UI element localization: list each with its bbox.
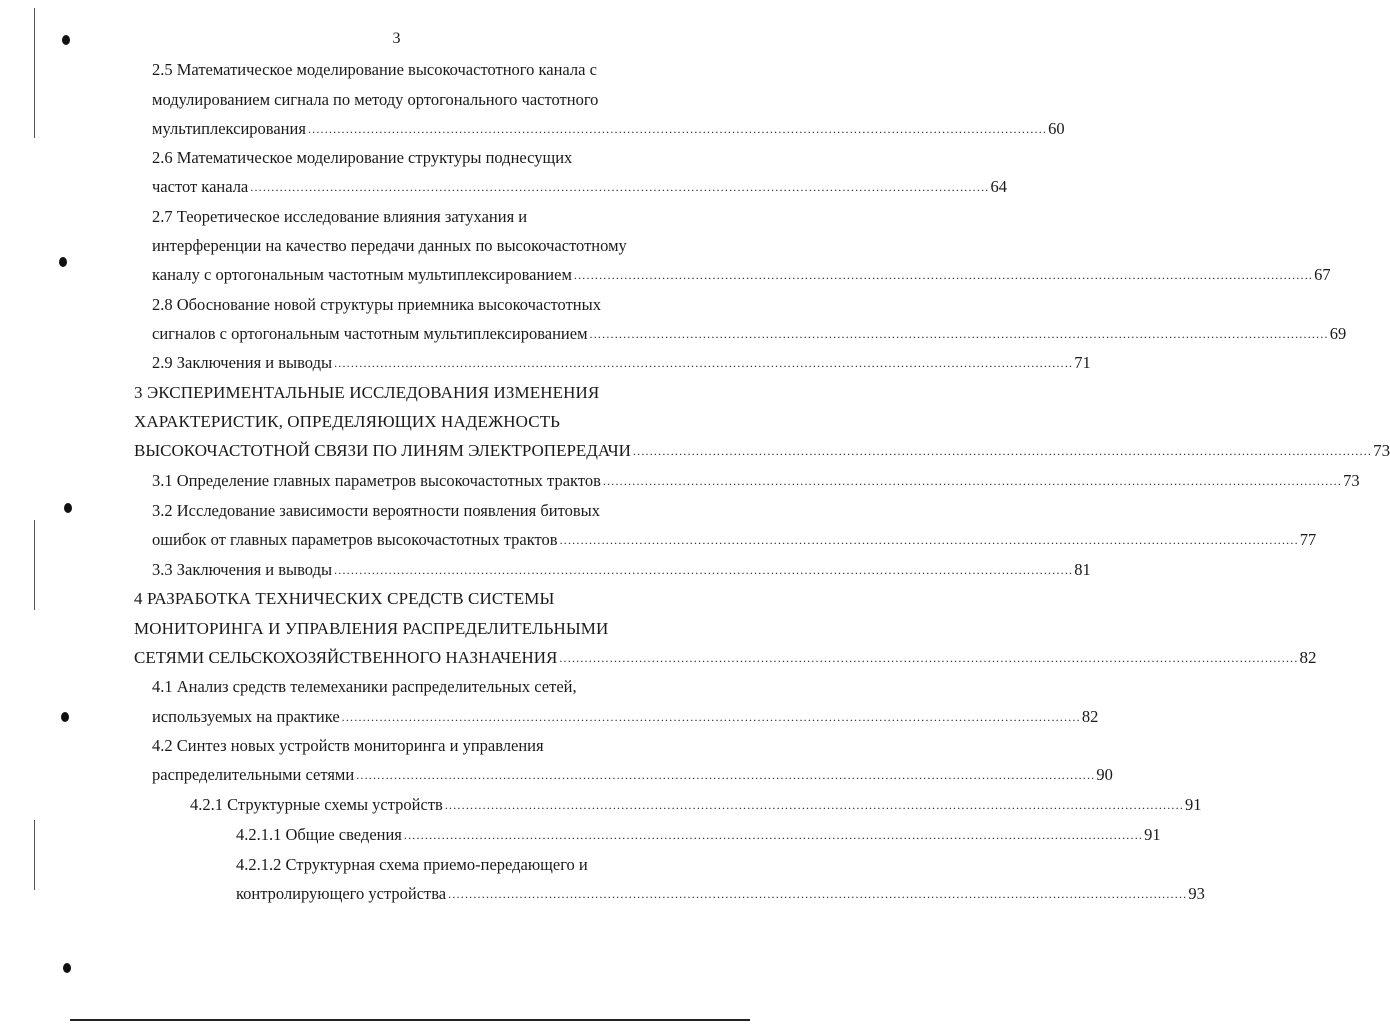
punch-hole-mark [64, 503, 72, 513]
toc-entry-4-2-1-2-text: контролирующего устройства [236, 884, 447, 903]
toc-entry-4-2-1-page: 91 [1185, 795, 1202, 814]
toc-chapter-4-text: СЕТЯМИ СЕЛЬСКОХОЗЯЙСТВЕННОГО НАЗНАЧЕНИЯ [134, 648, 558, 667]
toc-entry-2-7-line-1: 2.7 Теоретическое исследование влияния затухания и [152, 207, 528, 226]
toc-entry-2-5-line-1: 2.5 Математическое моделирование высокочастотного канала с [152, 60, 597, 79]
toc-entry-2-6-text: частот канала [152, 177, 249, 196]
margin-line [34, 820, 35, 890]
toc-chapter-4-line-2: МОНИТОРИНГА И УПРАВЛЕНИЯ РАСПРЕДЕЛИТЕЛЬНЫМИ [134, 619, 609, 638]
leader-dots: ................................................................................................................................................................................ [632, 444, 1373, 458]
toc-chapter-3-row[interactable] [134, 441, 1390, 461]
toc-entry-4-1-row[interactable] [152, 707, 1099, 727]
punch-hole-mark [63, 963, 71, 973]
toc-entry-2-6-row[interactable] [152, 177, 1007, 197]
toc-entry-2-7-page: 67 [1314, 265, 1331, 284]
toc-entry-2-5-page: 60 [1048, 119, 1065, 138]
toc-entry-3-3-row[interactable] [152, 560, 1091, 580]
leader-dots: ................................................................................................................................................................................ [334, 563, 1074, 577]
toc-entry-2-9-text: 2.9 Заключения и выводы [152, 353, 333, 372]
toc-entry-2-8-page: 69 [1329, 324, 1347, 343]
toc-entry-2-5-row[interactable] [152, 119, 1065, 139]
toc-entry-4-2-1-row[interactable] [190, 795, 1202, 815]
toc-entry-4-2-1-1-row[interactable] [236, 825, 1161, 845]
leader-dots: ................................................................................................................................................................................ [448, 887, 1188, 901]
toc-entry-2-8-line-1: 2.8 Обоснование новой структуры приемника высокочастотных [152, 295, 601, 314]
toc-chapter-4-page: 82 [1299, 648, 1317, 667]
toc-chapter-4-row[interactable] [134, 648, 1317, 668]
leader-dots: ................................................................................................................................................................................ [356, 768, 1096, 782]
margin-line [34, 520, 35, 610]
leader-dots: ................................................................................................................................................................................ [559, 533, 1299, 547]
toc-entry-2-6-page: 64 [990, 177, 1007, 196]
leader-dots: ................................................................................................................................................................................ [341, 710, 1081, 724]
toc-entry-4-2-1-2-line-1: 4.2.1.2 Структурная схема приемо-передающего и [236, 855, 588, 874]
toc-entry-4-2-text: распределительными сетями [152, 765, 355, 784]
toc-entry-4-1-line-1: 4.1 Анализ средств телемеханики распределительных сетей, [152, 677, 577, 696]
leader-dots: ................................................................................................................................................................................ [573, 268, 1314, 282]
toc-entry-3-2-text: ошибок от главных параметров высокочастотных трактов [152, 530, 558, 549]
page-number: 3 [392, 30, 401, 47]
toc-entry-2-5-text: мультиплексирования [152, 119, 306, 138]
leader-dots: ................................................................................................................................................................................ [334, 356, 1074, 370]
toc-entry-4-2-page: 90 [1096, 765, 1113, 784]
toc-entry-3-1-page: 73 [1343, 471, 1360, 490]
toc-entry-3-2-row[interactable] [152, 530, 1317, 550]
leader-dots: ................................................................................................................................................................................ [403, 828, 1144, 842]
toc-entry-3-3-page: 81 [1074, 560, 1091, 579]
toc-entry-4-1-page: 82 [1081, 707, 1099, 726]
toc-entry-2-7-line-2: интерференции на качество передачи данных по высокочастотному [152, 236, 627, 255]
toc-entry-2-7-text: каналу с ортогональным частотным мультиплексированием [152, 265, 572, 284]
toc-entry-4-1-text: используемых на практике [152, 707, 340, 726]
toc-entry-2-9-row[interactable] [152, 353, 1091, 373]
toc-chapter-3-text: ВЫСОКОЧАСТОТНОЙ СВЯЗИ ПО ЛИНЯМ ЭЛЕКТРОПЕРЕДАЧИ [134, 441, 631, 460]
toc-entry-3-2-page: 77 [1299, 530, 1317, 549]
leader-dots: ................................................................................................................................................................................ [602, 474, 1343, 488]
leader-dots: ................................................................................................................................................................................ [307, 122, 1048, 136]
toc-chapter-3-page: 73 [1373, 441, 1390, 460]
toc-entry-4-2-1-2-row[interactable] [236, 884, 1205, 904]
leader-dots: ................................................................................................................................................................................ [589, 327, 1329, 341]
toc-entry-4-2-1-text: 4.2.1 Структурные схемы устройств [190, 795, 443, 814]
leader-dots: ................................................................................................................................................................................ [250, 180, 990, 194]
toc-chapter-4-line-1: 4 РАЗРАБОТКА ТЕХНИЧЕСКИХ СРЕДСТВ СИСТЕМЫ [134, 589, 555, 608]
toc-entry-2-7-row[interactable] [152, 265, 1331, 285]
leader-dots: ................................................................................................................................................................................ [444, 798, 1185, 812]
toc-entry-2-9-page: 71 [1074, 353, 1091, 372]
toc-chapter-3-line-2: ХАРАКТЕРИСТИК, ОПРЕДЕЛЯЮЩИХ НАДЕЖНОСТЬ [134, 412, 561, 431]
leader-dots: ................................................................................................................................................................................ [559, 651, 1299, 665]
toc-entry-4-2-row[interactable] [152, 765, 1113, 785]
scan-edge-line [70, 1019, 750, 1021]
toc-entry-3-1-row[interactable] [152, 471, 1360, 491]
toc-entry-4-2-1-1-text: 4.2.1.1 Общие сведения [236, 825, 402, 844]
toc-entry-2-6-line-1: 2.6 Математическое моделирование структуры поднесущих [152, 148, 573, 167]
toc-entry-4-2-line-1: 4.2 Синтез новых устройств мониторинга и управления [152, 736, 544, 755]
punch-hole-mark [59, 257, 67, 267]
toc-chapter-3-line-1: 3 ЭКСПЕРИМЕНТАЛЬНЫЕ ИССЛЕДОВАНИЯ ИЗМЕНЕНИЯ [134, 383, 600, 402]
toc-entry-3-2-line-1: 3.2 Исследование зависимости вероятности появления битовых [152, 501, 600, 520]
margin-line [34, 8, 35, 138]
toc-entry-2-8-text: сигналов с ортогональным частотным мультиплексированием [152, 324, 588, 343]
toc-entry-4-2-1-1-page: 91 [1144, 825, 1161, 844]
punch-hole-mark [61, 712, 69, 722]
toc-entry-4-2-1-2-page: 93 [1188, 884, 1205, 903]
toc-entry-2-8-row[interactable] [152, 324, 1347, 344]
toc-entry-3-3-text: 3.3 Заключения и выводы [152, 560, 333, 579]
toc-entry-2-5-line-2: модулированием сигнала по методу ортогонального частотного [152, 90, 599, 109]
toc-entry-3-1-text: 3.1 Определение главных параметров высокочастотных трактов [152, 471, 601, 490]
